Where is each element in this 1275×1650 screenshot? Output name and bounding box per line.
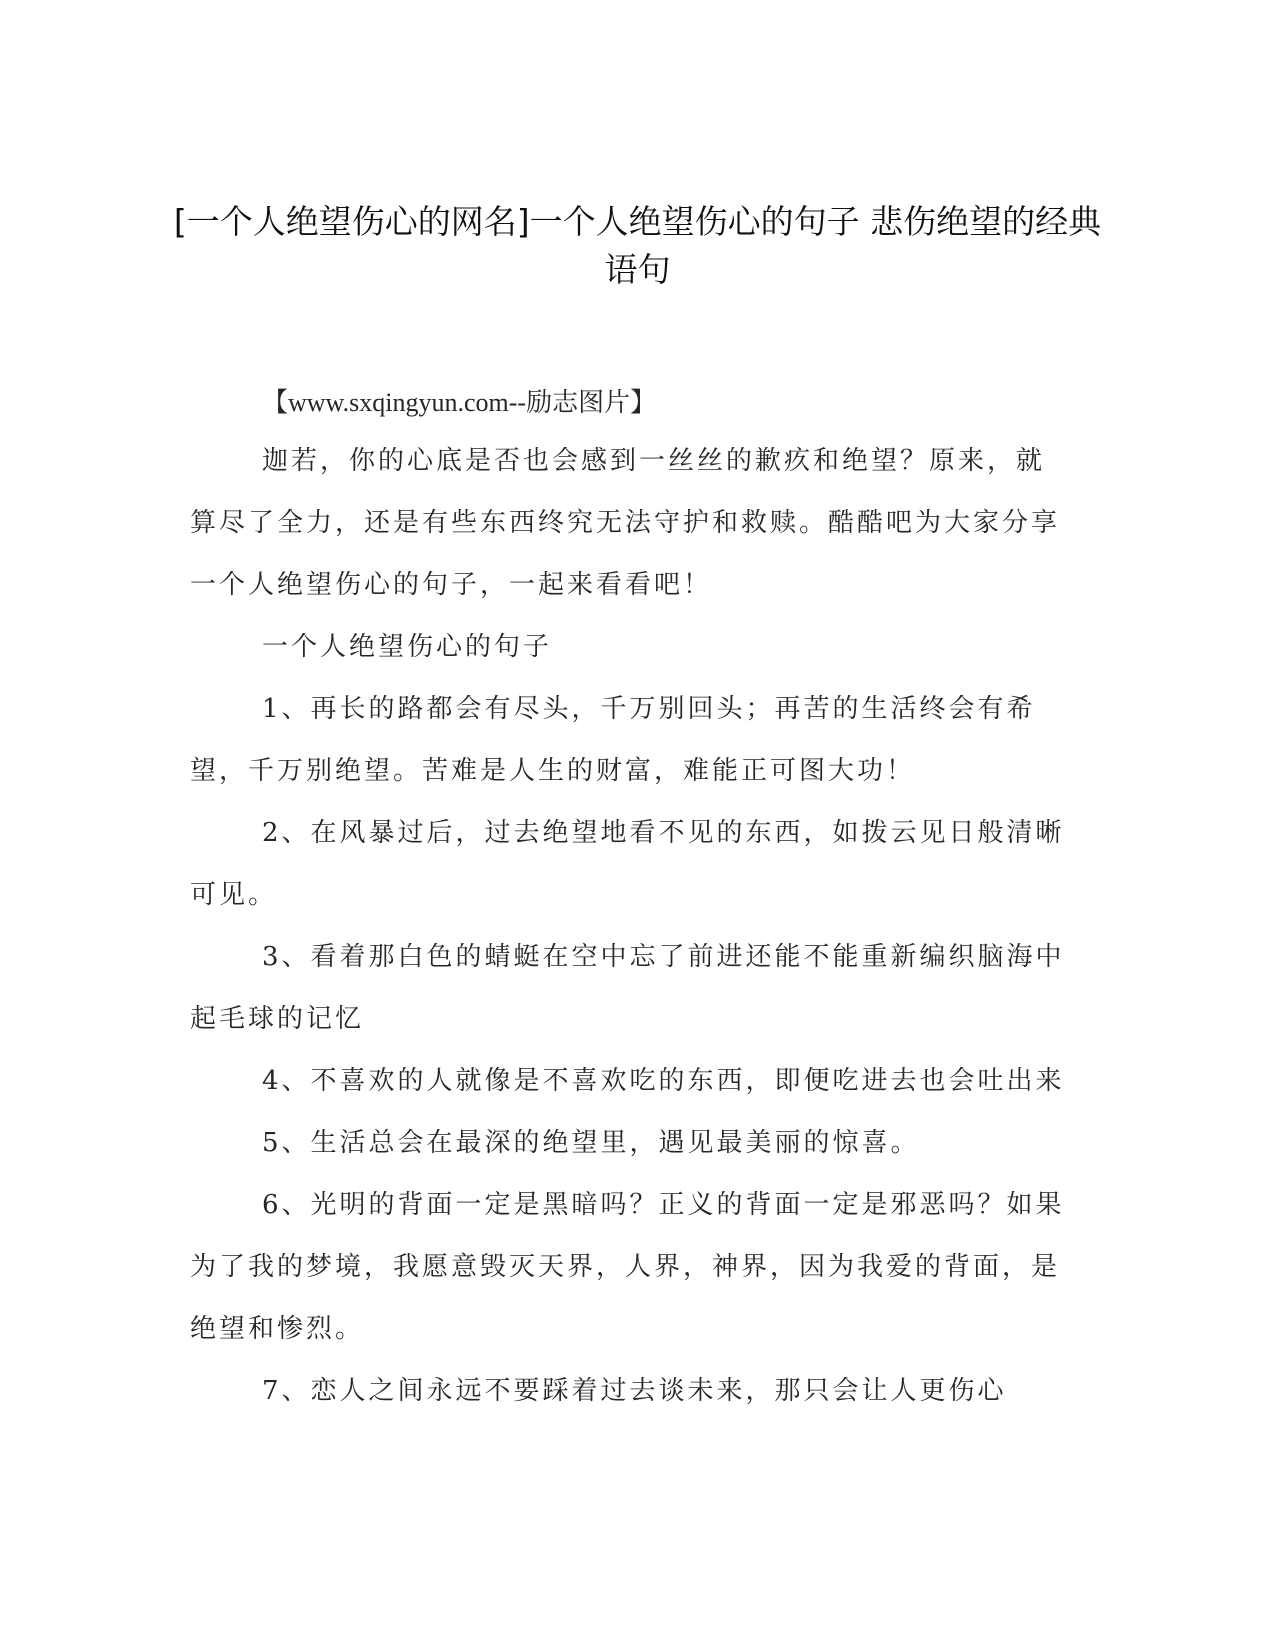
document-title: [一个人绝望伤心的网名]一个人绝望伤心的句子 悲伤绝望的经典语句 xyxy=(173,202,1102,289)
list-item: 2、在风暴过后，过去绝望地看不见的东西，如拨云见日般清晰可见。 xyxy=(190,818,1065,910)
source-line: 【www.sxqingyun.com--励志图片】 xyxy=(262,388,657,417)
list-item: 4、不喜欢的人就像是不喜欢吃的东西，即便吃进去也会吐出来 xyxy=(262,1066,1065,1096)
document-body xyxy=(190,372,1070,1422)
list-item: 5、生活总会在最深的绝望里，遇见最美丽的惊喜。 xyxy=(262,1128,920,1158)
list-item: 1、再长的路都会有尽头，千万别回头；再苦的生活终会有希望，千万别绝望。苦难是人生的财富，难能正可图大功！ xyxy=(190,694,1036,786)
list-item: 7、恋人之间永远不要踩着过去谈未来，那只会让人更伤心 xyxy=(262,1376,1007,1406)
list-item: 3、看着那白色的蜻蜓在空中忘了前进还能不能重新编织脑海中起毛球的记忆 xyxy=(190,942,1065,1034)
list-item: 6、光明的背面一定是黑暗吗？正义的背面一定是邪恶吗？如果为了我的梦境，我愿意毁灭天界，人界，神界，因为我爱的背面，是绝望和惨烈。 xyxy=(190,1190,1065,1344)
section-heading: 一个人绝望伤心的句子 xyxy=(262,632,553,662)
intro-paragraph: 迦若，你的心底是否也会感到一丝丝的歉疚和绝望？原来，就算尽了全力，还是有些东西终究无法守护和救赎。酷酷吧为大家分享一个人绝望伤心的句子，一起来看看吧！ xyxy=(190,446,1061,600)
